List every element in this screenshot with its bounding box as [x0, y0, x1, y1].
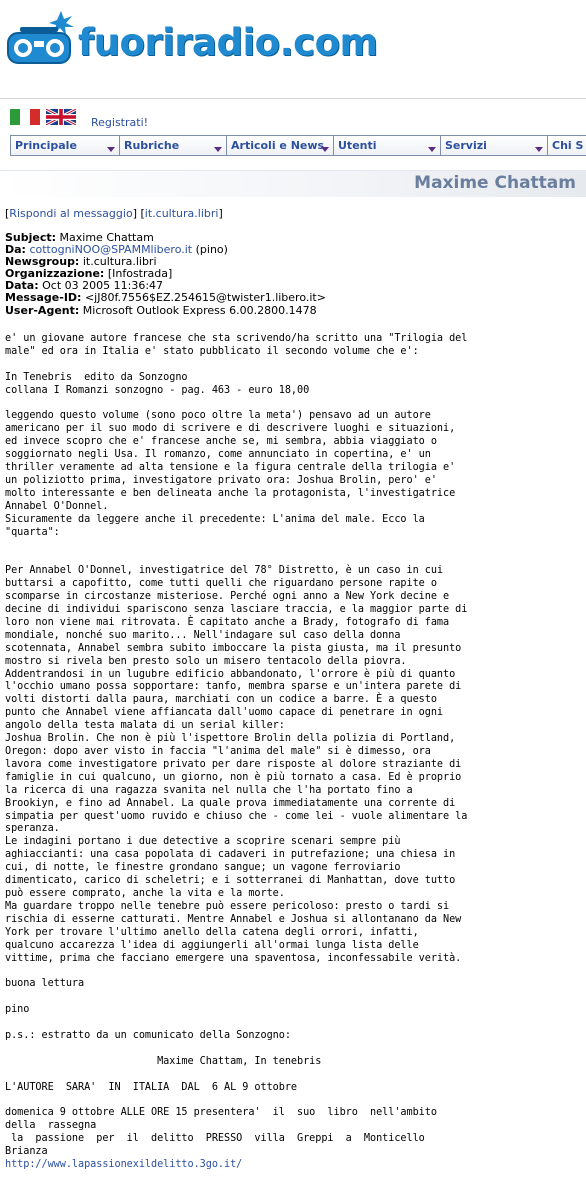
- radio-icon: [6, 11, 76, 67]
- message-body: [5, 333, 583, 1172]
- site-logo[interactable]: [6, 8, 378, 70]
- nav-articoli-news[interactable]: [226, 135, 333, 156]
- nav-label: Utenti: [338, 139, 377, 152]
- newsgroup-link[interactable]: it.cultura.libri: [144, 207, 219, 220]
- from-label: Da:: [5, 243, 26, 257]
- message-body-text: e' un giovane autore francese che sta scrivendo/ha scritto una "Trilogia del male" ed ora in Italia e' stato pubblicato il secondo volume che e': In Tenebris edito da Sonzogno collana I Romanzi sonzogno - pag. 463 - euro 18,00 leggendo questo volume (sono poco oltre la meta') pensavo ad un autore americano per il suo modo di scrivere e di descrivere luoghi e situazioni, ed invece scopro che e' francese anche se, mi sembra, abbia viaggiato o soggiornato negli Usa. Il romanzo, come annunciato in copertina, e' un thriller veramente ad alta tensione e la figura centrale della trilogia e' un poliziotto prima, investigatore privato ora: Joshua Brolin, pero' e' molto interessante e ben delineata anche la protagonista, l'investigatrice Annabel O'Donnel. Sicuramente da leggere anche il precedente: L'anima del male. Ecco la "quarta": Per Annabel O'Donnel, investigatrice del 78° Distretto, è un caso in cui buttarsi a capofitto, come tutti quelli che riguardano persone rapite o scomparse in circostanze misteriose. Perché ogni anno a New York decine e decine di individui spariscono senza lasciare traccia, e la maggior parte di loro non viene mai ritrovata. È capitato anche a Brady, fotografo di fama mondiale, nonché suo marito... Nell'indagare sul caso della donna scotennata, Annabel sembra subito imboccare la pista giusta, ma il presunto mostro si rivela ben presto solo un misero tentacolo della piovra. Addentrandosi in un lugubre edificio abbandonato, l'orrore è più di quanto l'occhio umano possa sopportare: tanfo, membra sparse e un'intera parete di volti distorti dalla paura, marchiati con un codice a barre. È a questo punto che Annabel viene affiancata dall'uomo capace di penetrare in ogni angolo della testa malata di un serial killer: Joshua Brolin. Che non è più l'ispettore Brolin della polizia di Portland, Oregon: dopo aver visto in faccia "l'anima del male" si è dimesso, ora lavora come investigatore privato per dare risposte al dolore straziante di famiglie in cui qualcuno, un giorno, non è più tornato a casa. Ed è proprio la ricerca di una ragazza svanita nel nulla che l'ha portato fino a Brookiyn, e fino ad Annabel. La quale prova immediatamente una corrente di simpatia per quest'uomo ruvido e chiuso che - come lei - vuole alimentare la speranza. Le indagini portano i due detective a scoprire scenari sempre più aghiaccianti: una casa popolata di cadaveri in putrefazione; una chiesa in cui, di notte, le finestre grondano sangue; un vagone ferroviario dimenticato, carico di scheletri; e i sotterranei di Manhattan, dove tutto può essere comprato, anche la vita e la morte. Ma guardare troppo nelle tenebre può essere pericoloso: presto o tardi si rischia di esserne catturati. Mentre Annabel e Joshua si allontanano da New York per trovare l'ultimo anello della catena degli orrori, infatti, qualcuno accarezza l'idea di aggiungerli all'ormai lunga lista delle vittime, prima che facciano emergere una spaventosa, inconfessabile verità. buona lettura pino p.s.: estratto da un comunicato della Sonzogno: Maxime Chattam, In tenebris L'AUTORE SARA' IN ITALIA DAL 6 AL 9 ottobre domenica 9 ottobre ALLE ORE 15 presentera' il suo libro nell'ambito della rassegna la passione per il delitto PRESSO villa Greppi a Monticello Brianza: [5, 333, 468, 1158]
- message-id-label: Message-ID:: [5, 291, 82, 305]
- dropdown-arrow-icon: [321, 147, 329, 152]
- message-headers: [5, 232, 326, 317]
- newsgroup-value: it.cultura.libri: [82, 255, 157, 269]
- user-agent-label: User-Agent:: [5, 303, 80, 317]
- nav-utenti[interactable]: [333, 135, 440, 156]
- nav-rubriche[interactable]: [119, 135, 226, 156]
- italian-flag-icon[interactable]: [10, 109, 40, 125]
- external-link[interactable]: http://www.lapassionexildelitto.3go.it/: [5, 1159, 243, 1170]
- nav-chi-siamo[interactable]: [547, 135, 586, 156]
- message-actions: [Rispondi al messaggio] [it.cultura.libri]: [5, 207, 223, 220]
- dropdown-arrow-icon: [428, 147, 436, 152]
- organization-label: Organizzazione:: [5, 267, 105, 281]
- nav-label: Servizi: [445, 139, 487, 152]
- dropdown-arrow-icon: [214, 147, 222, 152]
- nav-label: Chi S: [552, 139, 584, 152]
- site-header: [0, 0, 586, 99]
- dropdown-arrow-icon: [535, 147, 543, 152]
- user-agent-value: Microsoft Outlook Express 6.00.2800.1478: [82, 303, 317, 317]
- from-name: (pino): [195, 243, 228, 257]
- from-email-link[interactable]: cottogniNOO@SPAMMlibero.it: [29, 243, 193, 257]
- newsgroup-label: Newsgroup:: [5, 255, 80, 269]
- register-link[interactable]: Registrati!: [91, 116, 149, 129]
- organization-value: [Infostrada]: [107, 267, 173, 281]
- title-bar: [0, 170, 586, 197]
- dropdown-arrow-icon: [107, 147, 115, 152]
- nav-label: Principale: [15, 139, 77, 152]
- nav-label: Articoli e News: [231, 139, 325, 152]
- nav-label: Rubriche: [124, 139, 180, 152]
- main-nav: [10, 135, 586, 157]
- nav-principale[interactable]: [10, 135, 119, 156]
- logo-text: fuoriradio.com: [78, 20, 378, 64]
- subject-value: Maxime Chattam: [59, 231, 154, 244]
- uk-flag-icon[interactable]: [46, 109, 76, 125]
- page-title: Maxime Chattam: [414, 173, 576, 193]
- reply-link[interactable]: Rispondi al messaggio: [9, 207, 133, 220]
- language-bar: [0, 99, 586, 132]
- message-id-value: <jJ80f.7556$EZ.254615@twister1.libero.it>: [84, 291, 326, 305]
- subject-label: Subject:: [5, 231, 57, 244]
- date-label: Data:: [5, 279, 39, 293]
- nav-servizi[interactable]: [440, 135, 547, 156]
- date-value: Oct 03 2005 11:36:47: [42, 279, 164, 293]
